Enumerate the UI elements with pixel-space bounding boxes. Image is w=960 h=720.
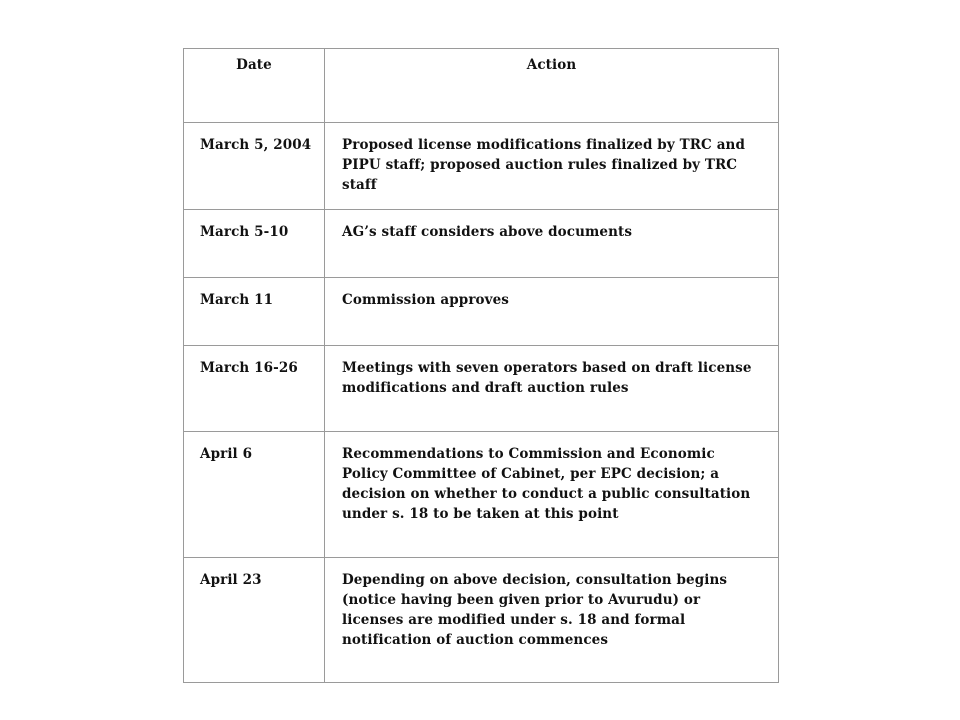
date-cell: March 5, 2004 (184, 123, 325, 210)
date-column-header: Date (184, 49, 325, 123)
table-row (184, 210, 779, 278)
table-row (184, 278, 779, 346)
date-cell: March 11 (184, 278, 325, 346)
date-cell: March 16-26 (184, 346, 325, 432)
table-row (184, 432, 779, 558)
action-cell: Proposed license modifications finalized by TRC and PIPU staff; proposed auction rules finalized by TRC staff (325, 123, 779, 210)
table-row (184, 558, 779, 683)
date-cell: April 6 (184, 432, 325, 558)
action-column-header: Action (325, 49, 779, 123)
action-cell: Depending on above decision, consultation begins (notice having been given prior to Avurudu) or licenses are modified under s. 18 and formal notification of auction commences (325, 558, 779, 683)
schedule-table (183, 48, 779, 683)
table-header-row (184, 49, 779, 123)
table-row (184, 346, 779, 432)
date-cell: March 5-10 (184, 210, 325, 278)
action-cell: Recommendations to Commission and Economic Policy Committee of Cabinet, per EPC decision; a decision on whether to conduct a public consultation under s. 18 to be taken at this point (325, 432, 779, 558)
action-cell: AG’s staff considers above documents (325, 210, 779, 278)
action-cell: Commission approves (325, 278, 779, 346)
table-row (184, 123, 779, 210)
date-cell: April 23 (184, 558, 325, 683)
action-cell: Meetings with seven operators based on draft license modifications and draft auction rules (325, 346, 779, 432)
